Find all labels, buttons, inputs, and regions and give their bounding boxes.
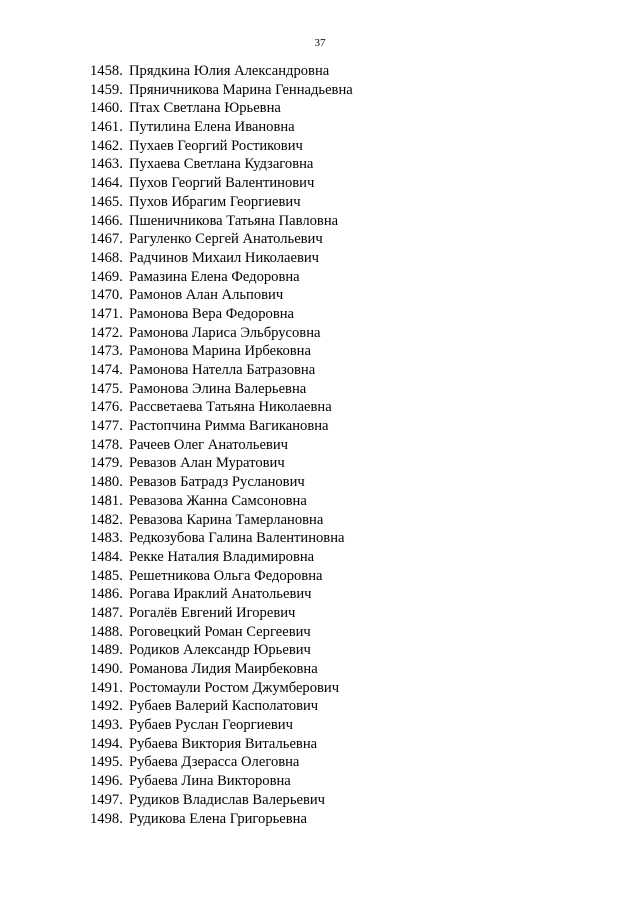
entry-name: Рубаев Руслан Георгиевич — [129, 717, 293, 734]
list-item — [90, 511, 610, 530]
entry-name: Рамонова Нателла Батразовна — [129, 362, 316, 378]
list-item — [90, 436, 610, 455]
list-item — [90, 772, 610, 791]
entry-number: 1469. — [90, 268, 123, 285]
entry-name: Рамонова Вера Федоровна — [129, 305, 294, 322]
entry-name: Ревазова Жанна Самсоновна — [129, 492, 307, 509]
list-item — [90, 529, 610, 548]
entry-name: Рекке Наталия Владимировна — [129, 548, 315, 565]
entry-name: Романова Лидия Маирбековна — [129, 661, 318, 677]
entry-number: 1466. — [90, 212, 123, 229]
entry-name: Роговецкий Роман Сергеевич — [129, 623, 311, 640]
entry-name: Ростомаули Ростом Джумберович — [129, 679, 340, 696]
entry-number: 1486. — [90, 586, 123, 603]
list-item — [90, 305, 610, 324]
entry-name: Рамонова Лариса Эльбрусовна — [129, 324, 321, 341]
entry-name: Рудиков Владислав Валерьевич — [129, 791, 325, 808]
entry-number: 1494. — [90, 735, 123, 752]
list-item — [90, 137, 610, 156]
list-item — [90, 249, 610, 268]
list-item — [90, 548, 610, 567]
entry-name: Пухаев Георгий Ростикович — [129, 137, 303, 154]
entry-number: 1458. — [90, 63, 123, 79]
entry-name: Рогава Ираклий Анатольевич — [129, 586, 312, 603]
list-item — [90, 118, 610, 137]
entry-number: 1489. — [90, 642, 123, 659]
entry-number: 1472. — [90, 324, 123, 341]
entry-number: 1481. — [90, 492, 123, 509]
entry-number: 1479. — [90, 455, 123, 472]
entry-number: 1484. — [90, 548, 123, 565]
entry-number: 1470. — [90, 287, 123, 304]
list-item — [90, 585, 610, 604]
entry-name: Рубаева Виктория Витальевна — [129, 735, 318, 752]
list-item — [90, 660, 610, 679]
entry-number: 1464. — [90, 175, 123, 192]
entry-name: Редкозубова Галина Валентиновна — [129, 530, 345, 547]
entry-number: 1477. — [90, 418, 123, 435]
entry-number: 1491. — [90, 679, 123, 696]
list-item — [90, 492, 610, 511]
entry-number: 1467. — [90, 231, 123, 248]
entry-number: 1496. — [90, 773, 123, 790]
list-item — [90, 62, 610, 81]
entry-name: Рачеев Олег Анатольевич — [129, 436, 288, 453]
entry-name: Рассветаева Татьяна Николаевна — [129, 399, 332, 416]
entry-name: Рамазина Елена Федоровна — [129, 268, 300, 285]
entry-name: Пухаева Светлана Кудзаговна — [129, 156, 314, 173]
entry-name: Ревазова Карина Тамерлановна — [129, 511, 324, 528]
page-number: 37 — [314, 37, 326, 49]
entry-number: 1462. — [90, 137, 123, 154]
list-item — [90, 230, 610, 249]
entry-name: Пухов Ибрагим Георгиевич — [129, 193, 301, 210]
list-item — [90, 380, 610, 399]
entry-number: 1463. — [90, 156, 123, 173]
list-item — [90, 324, 610, 343]
list-item — [90, 212, 610, 231]
entry-name: Рогалёв Евгений Игоревич — [129, 604, 296, 621]
entry-number: 1498. — [90, 810, 123, 827]
list-item — [90, 791, 610, 810]
entry-number: 1473. — [90, 343, 123, 360]
entry-name: Радчинов Михаил Николаевич — [129, 249, 320, 266]
entry-number: 1488. — [90, 623, 123, 640]
entry-number: 1493. — [90, 717, 123, 734]
entry-name: Рубаев Валерий Касполатович — [129, 698, 319, 715]
entry-number: 1495. — [90, 754, 123, 771]
list-item — [90, 716, 610, 735]
list-item — [90, 641, 610, 660]
entry-name: Рубаева Дзерасса Олеговна — [129, 754, 300, 771]
list-item — [90, 623, 610, 642]
entry-number: 1475. — [90, 380, 123, 397]
entry-name: Ревазов Батрадз Русланович — [129, 474, 305, 491]
list-item — [90, 174, 610, 193]
list-item — [90, 99, 610, 118]
entry-name: Пряничникова Марина Геннадьевна — [129, 81, 353, 98]
list-item — [90, 735, 610, 754]
entry-name: Рагуленко Сергей Анатольевич — [129, 231, 323, 248]
list-item — [90, 398, 610, 417]
entry-name: Рамонова Марина Ирбековна — [129, 343, 311, 360]
list-item — [90, 286, 610, 305]
list-item — [90, 604, 610, 623]
list-item — [90, 193, 610, 212]
entry-number: 1471. — [90, 305, 123, 322]
entry-number: 1459. — [90, 81, 123, 98]
entry-name: Пухов Георгий Валентинович — [129, 175, 315, 192]
list-item — [90, 473, 610, 492]
entry-name: Пшеничникова Татьяна Павловна — [129, 212, 339, 229]
entry-number: 1497. — [90, 791, 123, 808]
entry-name: Птах Светлана Юрьевна — [129, 100, 281, 117]
list-item — [90, 454, 610, 473]
entry-number: 1487. — [90, 604, 123, 621]
entry-name: Рамонов Алан Альпович — [129, 287, 284, 304]
entry-number: 1476. — [90, 399, 123, 416]
list-item — [90, 567, 610, 586]
entry-number: 1478. — [90, 436, 123, 453]
list-item — [90, 155, 610, 174]
entry-name: Прядкина Юлия Александровна — [129, 63, 330, 79]
entry-number: 1492. — [90, 698, 123, 715]
entry-number: 1482. — [90, 511, 123, 528]
entry-number: 1461. — [90, 119, 123, 136]
entry-name: Путилина Елена Ивановна — [129, 119, 295, 136]
list-item — [90, 342, 610, 361]
entry-name: Родиков Александр Юрьевич — [129, 642, 311, 659]
entry-number: 1474. — [90, 362, 123, 378]
list-item — [90, 268, 610, 287]
entry-number: 1465. — [90, 193, 123, 210]
entry-number: 1480. — [90, 474, 123, 491]
list-item — [90, 361, 610, 380]
list-item — [90, 697, 610, 716]
name-list — [90, 62, 610, 828]
list-item — [90, 81, 610, 100]
entry-number: 1483. — [90, 530, 123, 547]
entry-number: 1490. — [90, 661, 123, 677]
entry-name: Растопчина Римма Вагикановна — [129, 418, 329, 435]
entry-name: Ревазов Алан Муратович — [129, 455, 285, 472]
list-item — [90, 810, 610, 829]
entry-name: Решетникова Ольга Федоровна — [129, 567, 323, 584]
entry-number: 1460. — [90, 100, 123, 117]
entry-number: 1468. — [90, 249, 123, 266]
entry-name: Рубаева Лина Викторовна — [129, 773, 291, 790]
entry-name: Рамонова Элина Валерьевна — [129, 380, 307, 397]
list-item — [90, 417, 610, 436]
list-item — [90, 753, 610, 772]
entry-name: Рудикова Елена Григорьевна — [129, 810, 307, 827]
entry-number: 1485. — [90, 567, 123, 584]
list-item — [90, 679, 610, 698]
